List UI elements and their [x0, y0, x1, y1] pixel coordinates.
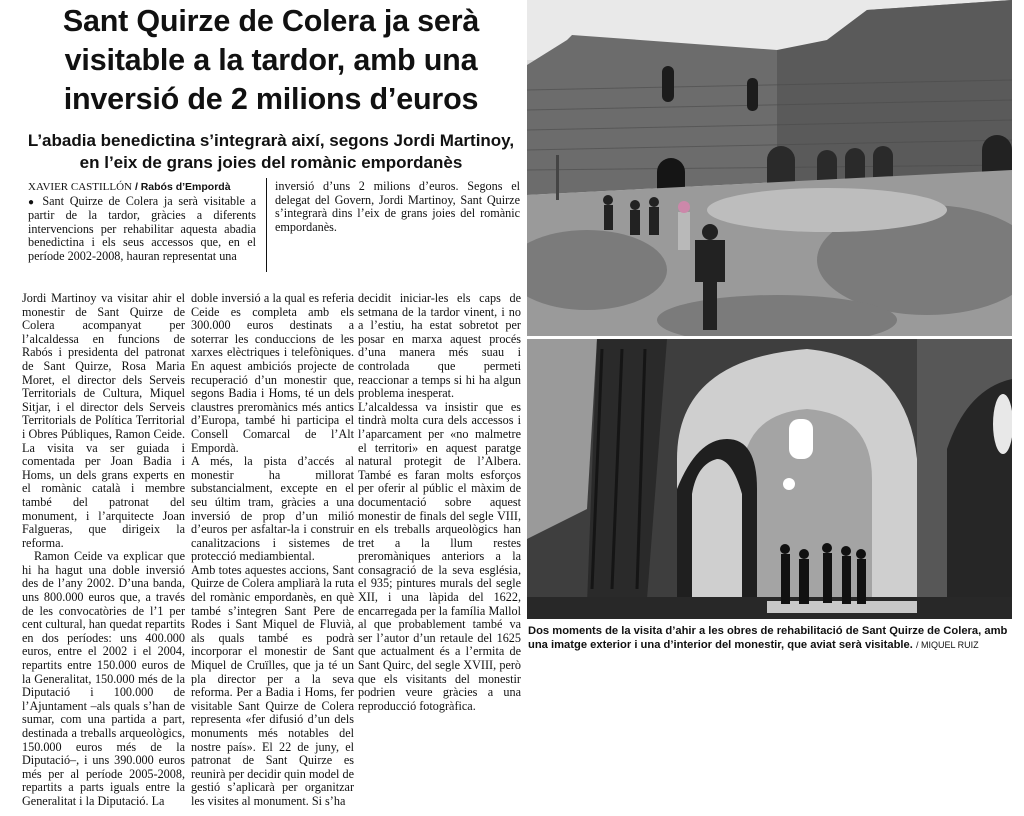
headline: Sant Quirze de Colera ja serà visitable a la tardor, amb una inversió de 2 milions d’euros [62, 4, 480, 116]
lead-column-1 [28, 180, 256, 275]
body-column-3 [358, 292, 521, 808]
byline-author: XAVIER CASTILLÓN [28, 181, 132, 193]
column-divider [266, 178, 267, 272]
photo-exterior-image [527, 0, 1012, 336]
body-column-4 [528, 682, 685, 808]
lead-text: Sant Quirze de Colera ja serà visitable a partir de la tardor, gràcies a diferents intervencions per rehabilitar aquesta abadia benedictina i els seus accessos que, en el període 2002-2008, hauran representat una [28, 193, 256, 263]
body-column-2 [191, 292, 354, 808]
bullet-icon: ● [28, 196, 37, 208]
lead-column-2 [275, 180, 520, 275]
body-paragraph: doble inversió a la qual es referia Ceide es completa amb els 300.000 euros destinats a soterrar les conduccions de les xarxes elèctriques i telefòniques. En aquest ambiciós projecte de recuperació d’un monestir que, segons Badia i Homs, té un dels claustres preromànics més antics d’Europa, també hi participa el Consell Comarcal de l’Alt Empordà. [191, 292, 354, 455]
body-paragraph: decidit iniciar-les els caps de setmana de la tardor vinent, i no a l’estiu, ha estat sobretot per posar en marxa aquest procés d’una manera més suau i controlada que permeti reaccionar a temps si hi ha algun problema inesperat. [358, 292, 521, 401]
photo-credit: / MIQUEL RUIZ [915, 640, 979, 650]
body-paragraph: A més, la pista d’accés al monestir ha millorat substancialment, excepte en el seu últim tram, gràcies a una inversió de prop d’un milió d’euros per asfaltar-la i construir canalitzacions i sistemes de protecció mediambiental. [191, 454, 354, 564]
lead-text: inversió d’uns 2 milions d’euros. Segons el delegat del Govern, Jordi Martinoy, Sant Quirze s’integrarà dins l’eix de grans joies del romànic empordanès. [275, 180, 520, 234]
body-column-6 [855, 682, 1012, 808]
subheadline: L’abadia benedictina s’integrarà així, segons Jordi Martinoy, en l’eix de grans joies del romànic empordanès [27, 131, 515, 172]
photo-caption [528, 624, 1012, 652]
photo-interior [527, 339, 1012, 619]
body-paragraph: Jordi Martinoy va visitar ahir el monestir de Sant Quirze de Colera acompanyat per l’alcaldessa en funcions de Rabós i presidenta del patronat de Sant Quirze, Rosa Maria Moret, el director dels Serveis Territorials de Cultura, Miquel Sitjar, i el director dels Serveis Territorials de Política Territorial i Obres Públiques, Ramon Ceide. La visita va ser guiada i comentada per Joan Badia i Homs, un dels grans experts en el romànic català i membre també del patronat del monument, i l’arquitecte Joan Falgueras, que dirigeix la reforma. [22, 292, 185, 550]
body-column-1 [22, 292, 185, 808]
body-column-5 [691, 682, 848, 808]
body-paragraph: Ramon Ceide va explicar que hi ha hagut una doble inversió des de l’any 2002. D’una banda, uns 800.000 euros que, a través de les convocatòries de l’1 per cent cultural, han quedat repartits en dos períodes: uns 400.000 euros, entre el 2002 i el 2004, repartits entre 150.000 euros de la Generalitat, 150.000 més de la Diputació i 100.000 de l’Ajuntament –als quals s’han de sumar, com una partida a part, destinada a treballs arqueològics, 150.000 euros més de la Diputació–, i uns 390.000 euros més per al període 2005-2008, repartits a parts iguals entre la Generalitat i la Diputació. La [22, 549, 185, 808]
photo-exterior [527, 0, 1012, 336]
photo-interior-image [527, 339, 1012, 619]
body-paragraph: L’alcaldessa va insistir que es tindrà molta cura dels accessos i l’aparcament per «no malmetre el territori» en aquest paratge natural protegit de l’Albera. També es faran molts esforços per oferir al públic el màxim de documentació sobre aquest monestir de finals del segle VIII, en els treballs arqueològics han tret a la llum restes preromàniques anteriors a la consagració de la seva església, el 935; pintures murals del segle XII, i una làpida del 1622, encarregada per la família Mallol al que probablement també va ser l’autor d’un retaule del 1625 que actualment és a l’ermita de Sant Quirc, del segle XVIII, però que els visitants del monestir podrien veure gràcies a una reproducció fotogràfica. [358, 399, 521, 713]
body-paragraph: Amb totes aquestes accions, Sant Quirze de Colera ampliarà la ruta del romànic empordanès, en què també s’integren Sant Pere de Rodes i Sant Miquel de Fluvià, als quals també es podrà incorporar el monestir de Sant Miquel de Cruïlles, que ja té un pla director per a la seva reforma. Per a Badia i Homs, fer visitable Sant Quirze de Colera representa «fer difusió d’un dels monuments més notables del nostre país». El 22 de juny, el patronat de Sant Quirze es reunirà per decidir quin model de gestió s’aplicarà per organitzar les visites al monument. Si s’ha [191, 562, 354, 808]
caption-text: Dos moments de la visita d’ahir a les obres de rehabilitació de Sant Quirze de Colera, amb una imatge exterior i una d’interior del monestir, que aviat serà visitable. [528, 625, 1008, 651]
byline-location: Rabós d’Empordà [140, 181, 231, 193]
byline-separator: / [135, 181, 138, 193]
